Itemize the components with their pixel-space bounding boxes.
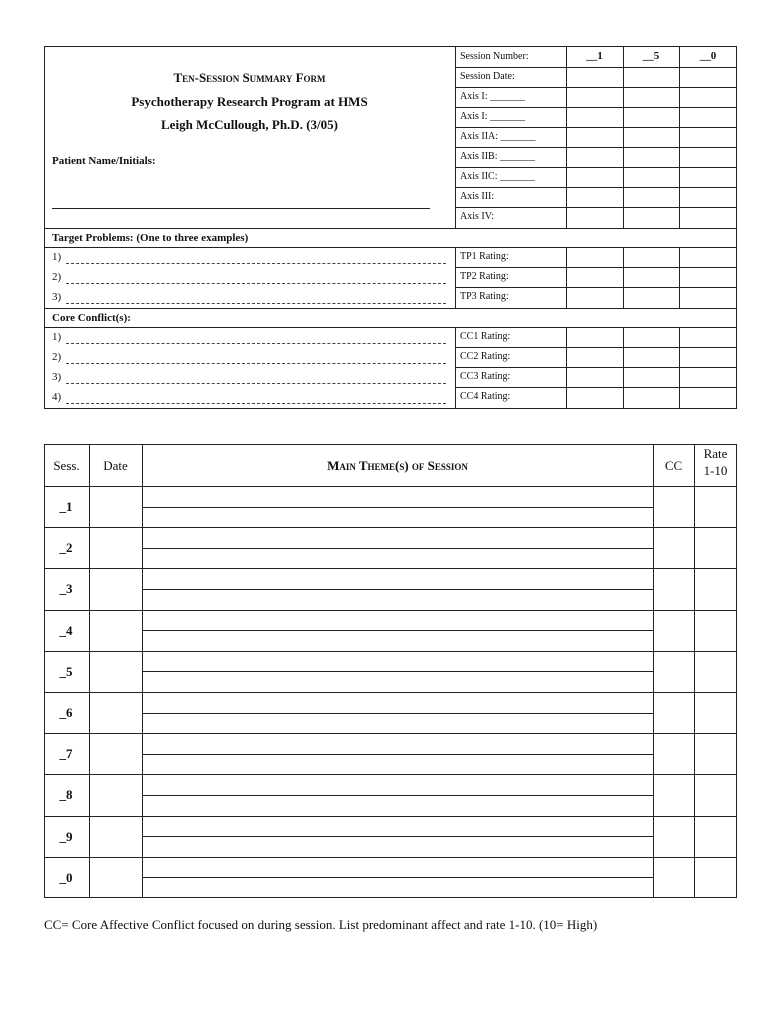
table-col-divider [653,444,654,898]
form-subtitle: Psychotherapy Research Program at HMS [131,94,368,109]
target-problem-1-field[interactable] [66,263,446,264]
grid-divider [566,46,567,228]
col-header-rate: Rate [703,446,728,461]
session-row-number: _3 [59,581,73,597]
cc1-rating-label: CC1 Rating: [460,331,511,342]
grid-row-line [455,127,737,128]
grid-divider [679,46,680,228]
session-row-number: _5 [59,663,73,679]
grid-row-line [455,107,737,108]
axis-iic-label: Axis IIC: _______ [460,171,535,182]
form-author: Leigh McCullough, Ph.D. (3/05) [161,117,338,132]
session-theme-field[interactable] [143,528,652,567]
session-theme-field[interactable] [143,775,652,814]
table-col-divider [694,444,695,898]
session-number-label: Session Number: [460,51,529,62]
col-header-rate-range: 1-10 [703,463,728,478]
target-problem-2-field[interactable] [66,283,446,284]
core-conflict-1: 1) [52,331,62,343]
session-theme-field[interactable] [143,734,652,773]
session-theme-field[interactable] [143,858,652,897]
session-row-number: _6 [59,705,73,720]
session-date-label: Session Date: [460,71,515,82]
patient-name-field[interactable] [52,208,430,209]
form-title: Ten-Session Summary Form [173,70,326,85]
axis-iii-label: Axis III: [460,191,495,202]
session-theme-field[interactable] [143,487,652,526]
session-theme-field[interactable] [143,817,652,856]
grid-row-line [455,187,737,188]
target-problems-heading: Target Problems: (One to three examples) [52,232,249,244]
tp2-rating-label: TP2 Rating: [460,271,509,282]
cc4-rating-label: CC4 Rating: [460,391,511,402]
session-theme-field[interactable] [143,693,652,732]
target-problem-1: 1) [52,251,62,263]
grid-divider [623,247,624,308]
grid-divider [566,247,567,308]
target-problem-3: 3) [52,291,62,303]
grid-divider [455,46,456,228]
grid-divider [566,327,567,409]
col-header-sess: Sess. [53,458,80,473]
session-row-number: _9 [59,828,73,844]
grid-divider [679,247,680,308]
session-theme-field[interactable] [143,611,652,650]
session-row-number: _0 [59,869,73,885]
session-row-number: _1 [59,499,73,514]
axis-i-label: Axis I: _______ [460,111,525,122]
core-conflict-2-field[interactable] [66,363,446,364]
col-header-cc: CC [664,458,683,473]
col-header-theme: Main Theme(s) of Session [327,458,468,473]
grid-row-line [455,87,737,88]
core-conflict-1-field[interactable] [66,343,446,344]
footnote: CC= Core Affective Conflict focused on during session. List predominant affect and rate 1-10. (10= High) [44,917,598,932]
table-col-divider [89,444,90,898]
target-problem-3-field[interactable] [66,303,446,304]
grid-row-line [455,347,737,348]
grid-row-line [455,67,737,68]
session-number-1: __1 [586,50,603,62]
grid-row-line [455,147,737,148]
grid-row-line [455,167,737,168]
patient-name-label: Patient Name/Initials: [52,155,156,167]
section-separator [44,228,737,229]
grid-divider [455,247,456,308]
core-conflict-4: 4) [52,391,62,403]
session-row-number: _4 [59,622,73,638]
axis-i-label: Axis I: _______ [460,91,525,102]
session-number-5: __5 [642,50,660,62]
axis-iib-label: Axis IIB: _______ [460,151,535,162]
grid-row-line [455,287,737,288]
cc3-rating-label: CC3 Rating: [460,371,511,382]
cc2-rating-label: CC2 Rating: [460,351,511,362]
col-header-date: Date [103,458,128,473]
core-conflict-2: 2) [52,351,62,363]
grid-divider [623,327,624,409]
session-number-0: __0 [699,50,717,62]
section-separator [44,247,737,248]
core-conflict-3: 3) [52,371,62,383]
core-conflict-3-field[interactable] [66,383,446,384]
axis-iia-label: Axis IIA: _______ [460,131,536,142]
grid-row-line [455,207,737,208]
tp1-rating-label: TP1 Rating: [460,251,509,262]
axis-iv-label: Axis IV: [460,211,494,222]
target-problem-2: 2) [52,271,62,283]
session-row-number: _2 [59,540,73,556]
grid-row-line [455,367,737,368]
grid-divider [455,327,456,409]
session-theme-field[interactable] [143,569,652,608]
section-separator [44,327,737,328]
grid-divider [623,46,624,228]
grid-row-line [455,267,737,268]
tp3-rating-label: TP3 Rating: [460,291,509,302]
core-conflict-4-field[interactable] [66,403,446,404]
session-row-number: _8 [59,787,73,803]
grid-row-line [455,387,737,388]
grid-divider [679,327,680,409]
session-row-number: _7 [59,746,73,762]
session-theme-field[interactable] [143,652,652,691]
section-separator [44,308,737,309]
core-conflicts-heading: Core Conflict(s): [52,312,131,324]
